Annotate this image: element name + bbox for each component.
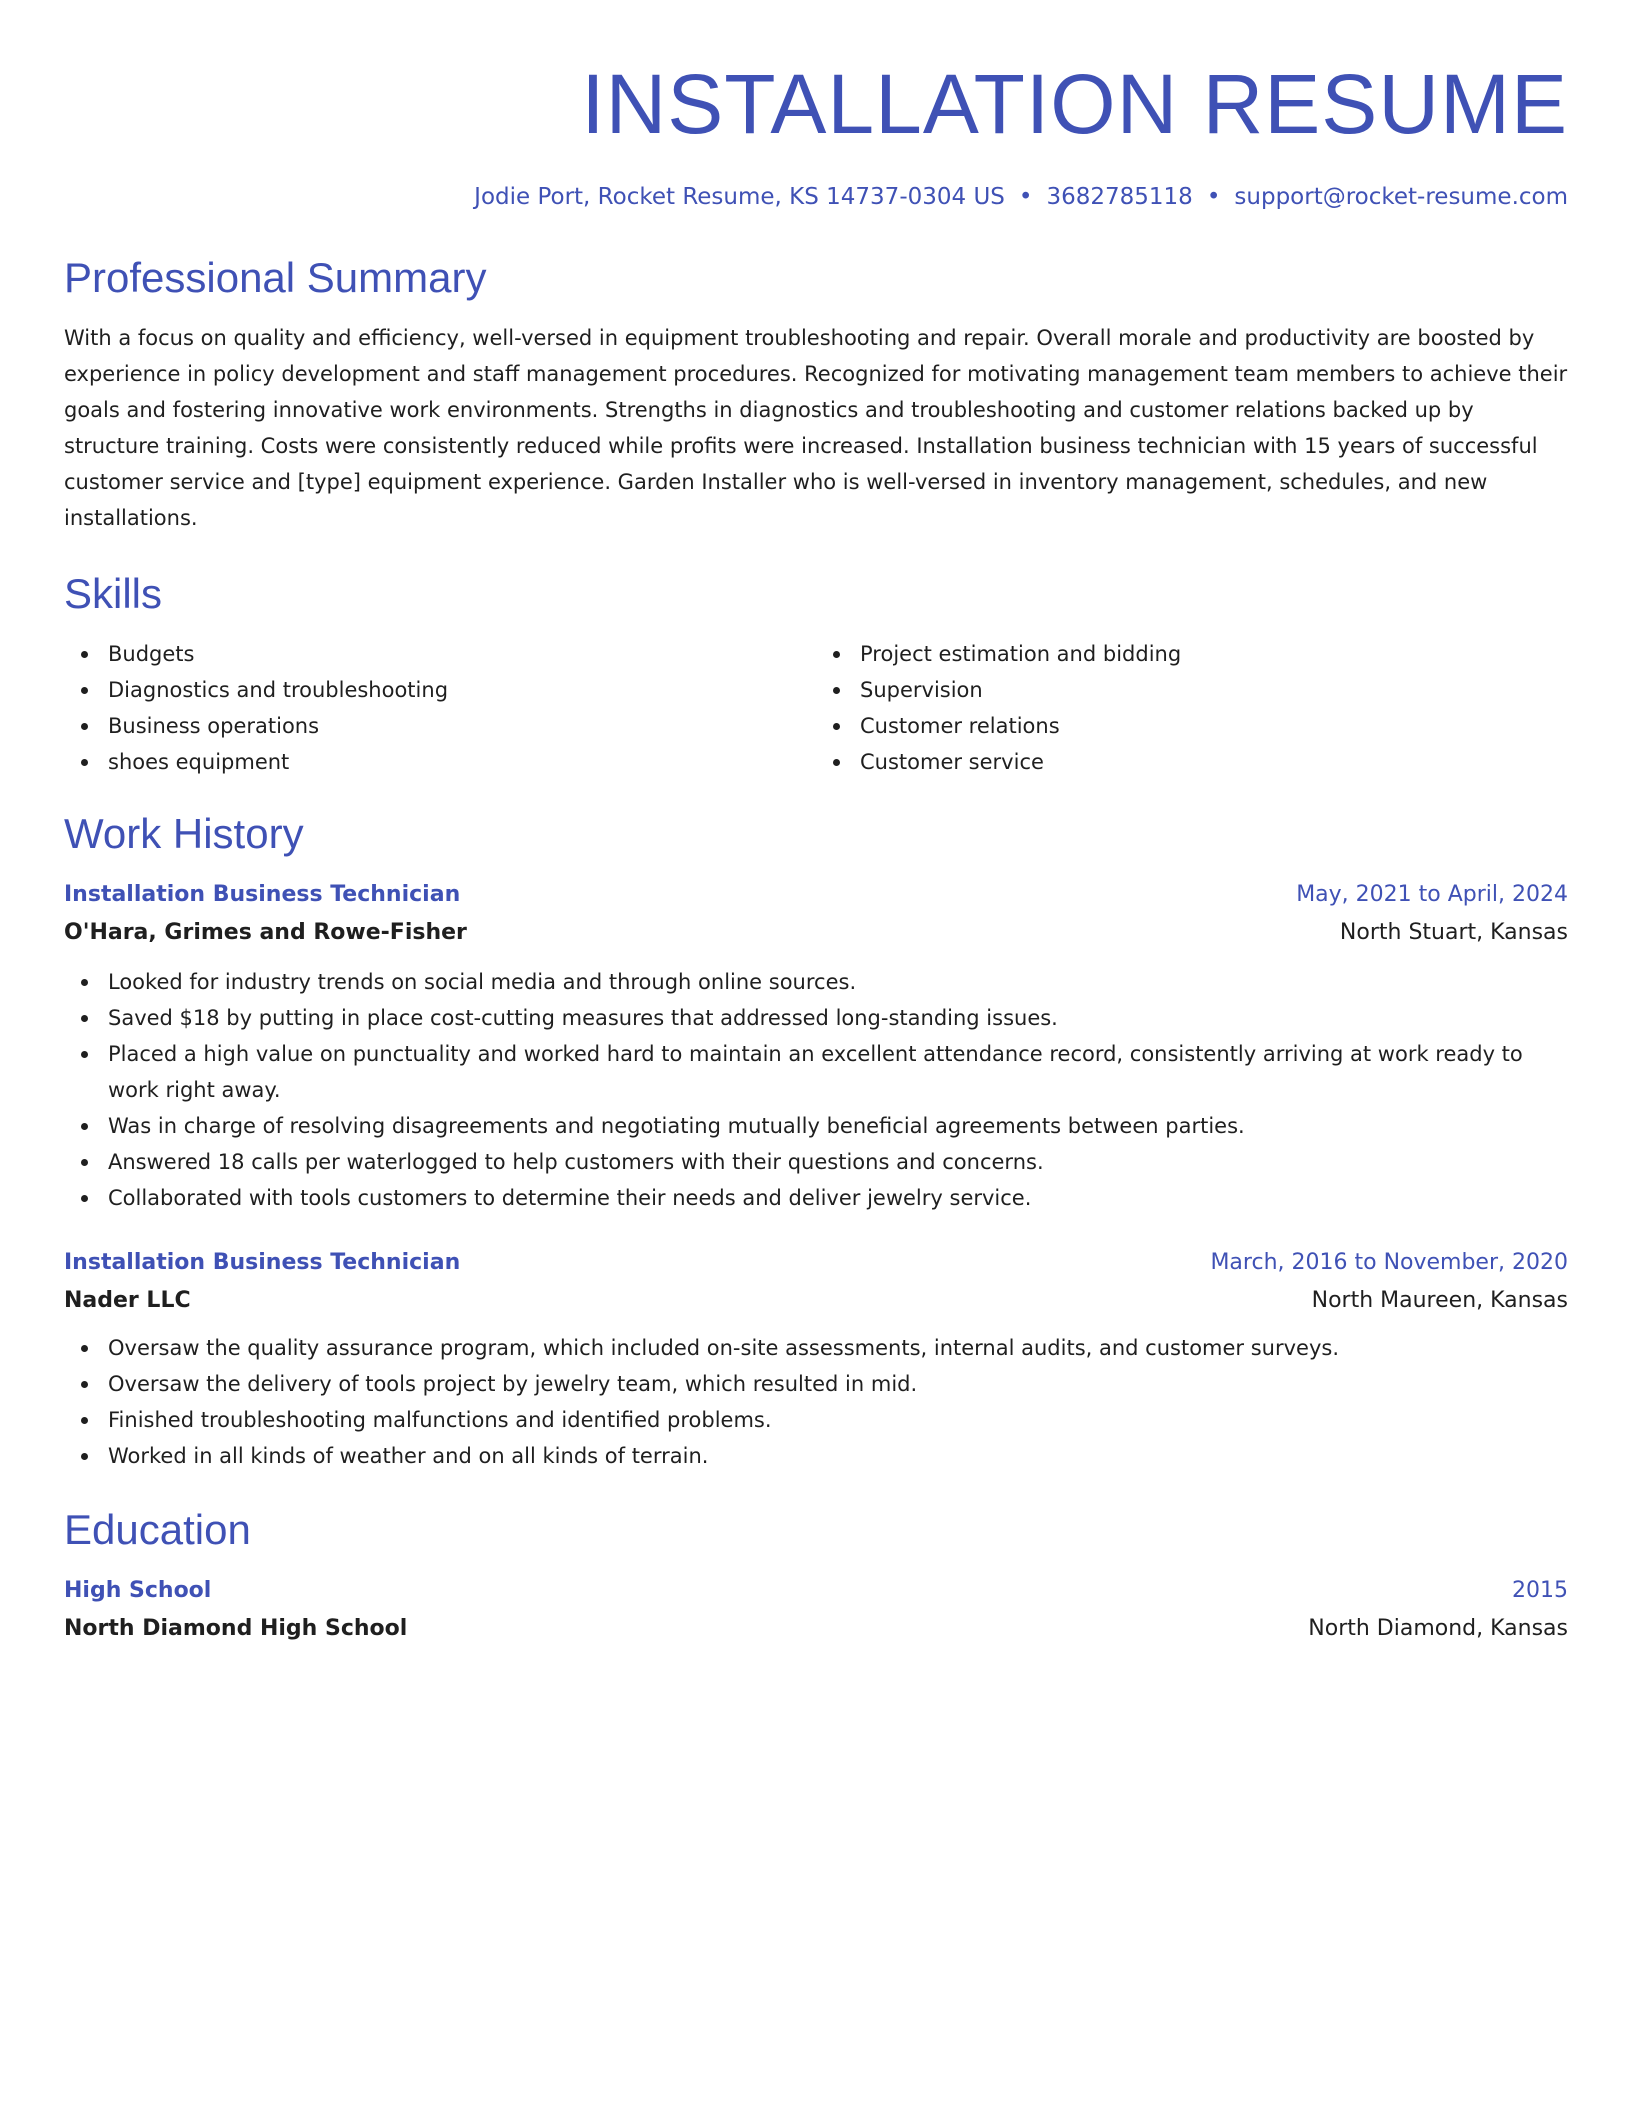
- resume-title: INSTALLATION RESUME: [581, 57, 1568, 151]
- contact-phone: 3682785118: [1046, 184, 1193, 210]
- summary-section: [64, 252, 1568, 536]
- job-bullet: Worked in all kinds of weather and on all kinds of terrain.: [108, 1438, 1568, 1474]
- job-company: O'Hara, Grimes and Rowe-Fisher: [64, 920, 467, 945]
- job-title: Installation Business Technician: [64, 1250, 461, 1275]
- job-bullet: Placed a high value on punctuality and worked hard to maintain an excellent attendance record, consistently arriving at work ready to work right away.: [108, 1036, 1568, 1108]
- skill-item: Diagnostics and troubleshooting: [108, 672, 816, 708]
- contact-email: support@rocket-resume.com: [1234, 184, 1568, 210]
- job-bullet: Saved $18 by putting in place cost-cutting measures that addressed long-standing issues.: [108, 1000, 1568, 1036]
- job-dates: May, 2021 to April, 2024: [1296, 882, 1568, 907]
- resume-header: [64, 56, 1568, 212]
- summary-text: With a focus on quality and efficiency, well-versed in equipment troubleshooting and repair. Overall morale and productivity are boosted by experience in policy development and staff management procedures. Recognized for motivating management team members to achieve their goals and fostering innovative work environments. Strengths in diagnostics and troubleshooting and customer relations backed up by structure training. Costs were consistently reduced while profits were increased. Installation business technician with 15 years of successful customer service and [type] equipment experience. Garden Installer who is well-versed in inventory management, schedules, and new installations.: [64, 326, 1568, 530]
- job-company: Nader LLC: [64, 1288, 191, 1313]
- job-bullet: Collaborated with tools customers to determine their needs and deliver jewelry service.: [108, 1180, 1568, 1216]
- skill-item: Supervision: [860, 672, 1568, 708]
- job-dates: March, 2016 to November, 2020: [1210, 1250, 1568, 1275]
- job-title: Installation Business Technician: [64, 882, 461, 907]
- skills-column-right: [816, 636, 1568, 780]
- skill-item: Customer service: [860, 744, 1568, 780]
- job-bullet: Oversaw the delivery of tools project by jewelry team, which resulted in mid.: [108, 1366, 1568, 1402]
- job-bullet: Answered 18 calls per waterlogged to help customers with their questions and concerns.: [108, 1144, 1568, 1180]
- job-entry: [64, 1246, 1568, 1474]
- work-history-heading: Work History: [64, 810, 304, 857]
- job-entry: [64, 878, 1568, 1216]
- job-bullet: Looked for industry trends on social media and through online sources.: [108, 964, 1568, 1000]
- job-subheader: [64, 1284, 1568, 1318]
- skills-grid: [64, 636, 1568, 780]
- work-history-section: [64, 808, 1568, 1474]
- education-location: North Diamond, Kansas: [1308, 1616, 1568, 1641]
- education-section: [64, 1504, 1568, 1646]
- contact-address: Jodie Port, Rocket Resume, KS 14737-0304 US: [474, 184, 1005, 210]
- skills-column-left: [64, 636, 816, 780]
- education-degree: High School: [64, 1578, 212, 1603]
- education-subheader: [64, 1612, 1568, 1646]
- job-bullet: Oversaw the quality assurance program, which included on-site assessments, internal audits, and customer surveys.: [108, 1330, 1568, 1366]
- job-location: North Stuart, Kansas: [1339, 920, 1568, 945]
- job-bullet: Finished troubleshooting malfunctions and identified problems.: [108, 1402, 1568, 1438]
- skill-item: shoes equipment: [108, 744, 816, 780]
- education-heading: Education: [64, 1506, 251, 1553]
- job-header: [64, 878, 1568, 912]
- skill-item: Project estimation and bidding: [860, 636, 1568, 672]
- contact-separator: •: [1206, 184, 1221, 210]
- skill-item: Customer relations: [860, 708, 1568, 744]
- contact-line: [64, 182, 1568, 212]
- education-header: [64, 1574, 1568, 1608]
- job-bullets: [64, 1330, 1568, 1474]
- education-entry: [64, 1574, 1568, 1646]
- education-school: North Diamond High School: [64, 1616, 408, 1641]
- job-subheader: [64, 916, 1568, 950]
- skills-section: [64, 568, 1568, 780]
- job-location: North Maureen, Kansas: [1311, 1288, 1568, 1313]
- job-bullet: Was in charge of resolving disagreements and negotiating mutually beneficial agreements between parties.: [108, 1108, 1568, 1144]
- job-bullets: [64, 964, 1568, 1216]
- skills-heading: Skills: [64, 570, 163, 617]
- skill-item: Business operations: [108, 708, 816, 744]
- skill-item: Budgets: [108, 636, 816, 672]
- contact-separator: •: [1018, 184, 1033, 210]
- education-year: 2015: [1512, 1578, 1568, 1603]
- summary-heading: Professional Summary: [64, 254, 487, 301]
- job-header: [64, 1246, 1568, 1280]
